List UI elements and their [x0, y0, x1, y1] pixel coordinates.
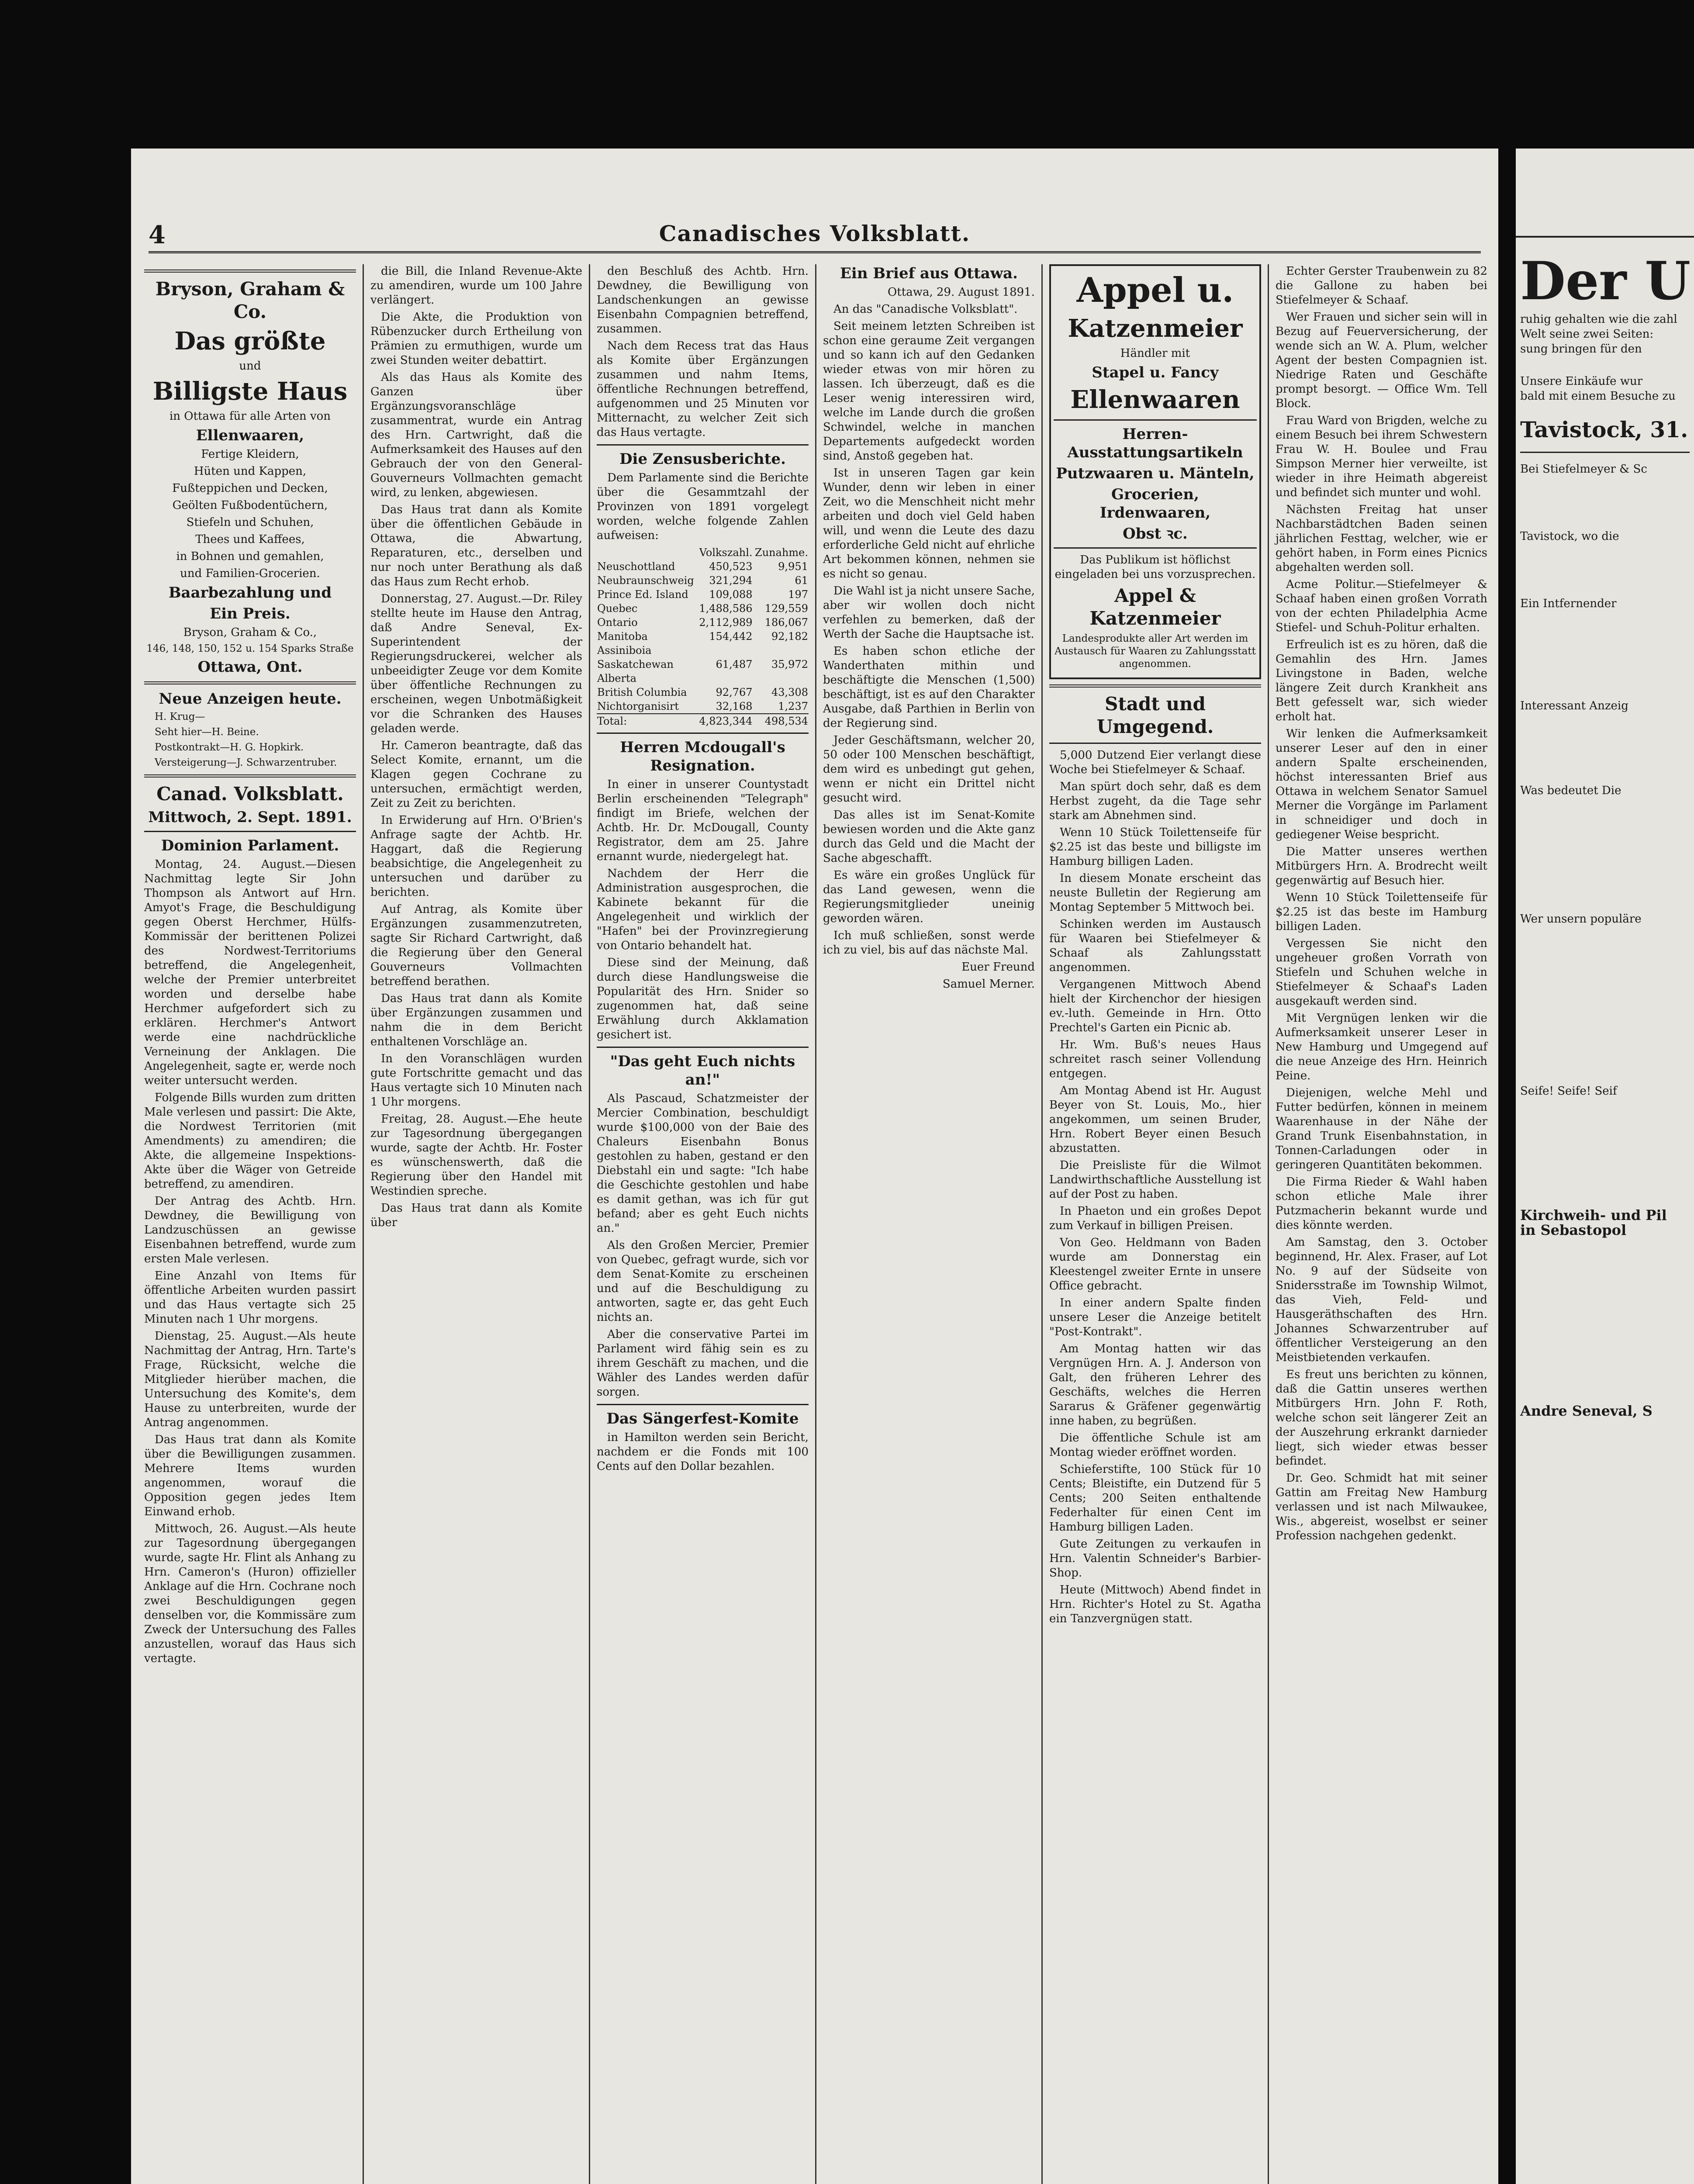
column-6 — [1271, 264, 1492, 2184]
local-news-item: Am Montag hatten wir das Vergnügen Hrn. A. J. Anderson von Galt, den früheren Lehrer des Geschäfts, welches die Herren Sararus & Gräfener gegenwärtig inne haben, zu begrüßen. — [1049, 1342, 1261, 1427]
article-paragraph: den Beschluß des Achtb. Hrn. Dewdney, die Bewilligung von Landschenkungen an gewisse Eisenbahn Compagnien betreffend, zusammen. — [597, 265, 809, 335]
ad-city: Ottawa, Ont. — [197, 658, 303, 676]
local-news-item: In diesem Monate erscheint das neuste Bulletin der Regierung am Montag September 5 Mittwoch bei. — [1049, 872, 1261, 914]
article-paragraph: Nach dem Recess trat das Haus als Komite über Ergänzungen zusammen und nahm Items, öffentliche Rechnungen betreffend, aufgenommen und 25 Minuten vor Mitternacht, zu welcher Zeit sich das Haus vertagte. — [597, 339, 809, 439]
adjacent-item: Wer unsern populäre — [1520, 912, 1642, 926]
new-ads-heading: Neue Anzeigen heute. — [159, 690, 342, 708]
local-news-item: Die öffentliche Schule ist am Montag wieder eröffnet worden. — [1049, 1431, 1261, 1459]
adjacent-line: bald mit einem Besuche zu — [1520, 390, 1676, 403]
ad-line: Grocerien, Irdenwaaren, — [1099, 486, 1211, 522]
article-heading: Herren Mcdougall's Resignation. — [620, 739, 785, 774]
ad-line: Thees und Kaffees, — [195, 533, 305, 546]
article-paragraph: Jeder Geschäftsmann, welcher 20, 50 oder 100 Menschen beschäftigt, dem wird es unbedingt gut gehen, wenn er nicht ein Drittel nicht gesucht wird. — [823, 734, 1035, 805]
adjacent-item: Tavistock, wo die — [1520, 530, 1619, 543]
local-news-item: 5,000 Dutzend Eier verlangt diese Woche bei Stiefelmeyer & Schaaf. — [1049, 749, 1261, 776]
local-news-item: Heute (Mittwoch) Abend findet in Hrn. Richter's Hotel zu St. Agatha ein Tanzvergnügen statt. — [1049, 1583, 1261, 1625]
article-paragraph: Es haben schon etliche der Wanderthaten mithin und beschäftigte die Menschen (1,500) beschäftigt, ist es auf den Charakter Ausgabe, daß Parthien in Berlin von der Regierung sind. — [823, 645, 1035, 730]
article-paragraph: Auf Antrag, als Komite über Ergänzungen zusammenzutreten, sagte Sir Richard Cartwright, daß die Regierung über den General Gouverneurs Vollmachten betreffend berathen. — [370, 903, 582, 988]
local-news-item: Diejenigen, welche Mehl und Futter bedürfen, können in meinem Waarenhause in der Nähe der Grand Trunk Eisenbahnstation, in Tonnen-Carladungen oder in geringeren Quantitäten bekommen. — [1276, 1086, 1487, 1171]
census-col-header: Volkszahl. — [699, 546, 753, 559]
column-rule — [589, 264, 590, 2184]
article-paragraph: Die Wahl ist ja nicht unsere Sache, aber wir wollen doch nicht verfehlen zu bemerken, daß der Werth der Sache die Hauptsache ist. — [823, 584, 1035, 641]
adjacent-item: Was bedeutet Die — [1520, 784, 1621, 797]
ad-line: Stapel u. Fancy — [1092, 364, 1219, 381]
local-news-item: Wer Frauen und sicher sein will in Bezug auf Feuerversicherung, der wende sich an W. A. Plum, welcher Agent der besten Compagnien ist. Niedrige Raten und Geschäfte prompt besorgt. — Office Wm. Tell Block. — [1276, 311, 1487, 410]
local-news-item: Von Geo. Heldmann von Baden wurde am Donnerstag ein Kleestengel zweiter Ernte in unsere Office gebracht. — [1049, 1236, 1261, 1292]
census-table — [597, 546, 809, 728]
ad-signature: Appel & Katzenmeier — [1089, 585, 1221, 629]
paper-name: Canad. Volksblatt. — [156, 783, 344, 805]
local-news-item: Schinken werden im Austausch für Waaren bei Stiefelmeyer & Schaaf als Zahlungsstatt angenommen. — [1049, 918, 1261, 974]
article-paragraph: Hr. Cameron beantragte, daß das Select Komite, ernannt, um die Klagen gegen Cochrane zu untersuchen, ermächtigt werden, Zeit zu Zeit zu berichten. — [370, 739, 582, 810]
article-paragraph: Das Haus trat dann als Komite über Ergänzungen zusammen und nahm die in dem Bericht enthaltenen Vorschläge an. — [370, 992, 582, 1048]
ad-firm-name: Bryson, Graham & Co. — [155, 278, 345, 322]
article-paragraph: Diese sind der Meinung, daß durch diese Handlungsweise die Popularität des Hrn. Snider so zugenommen hat, daß seine Erwählung durch Akklamation gesichert ist. — [597, 956, 809, 1041]
ad-line: Herren-Ausstattungsartikeln — [1067, 425, 1243, 461]
local-news-item: Dr. Geo. Schmidt hat mit seiner Gattin am Freitag New Hamburg verlassen und ist nach Milwaukee, Wis., abgereist, woselbst er seiner Profession nachgehen gedenkt. — [1276, 1472, 1487, 1542]
ad-title: Appel u. — [1076, 270, 1234, 310]
local-news-item: Wenn 10 Stück Toilettenseife für $2.25 ist das beste im Hamburg billigen Laden. — [1276, 891, 1487, 933]
ad-line: in Bohnen und gemahlen, — [176, 550, 324, 563]
page-number: 4 — [149, 221, 166, 249]
article-paragraph: Seit meinem letzten Schreiben ist schon eine geraume Zeit vergangen und so kann ich auf den Gedanken wieder etwas von mir hören zu lassen. Ich überzeugt, daß es die Leser wenig interessiren wird, welche im Lande durch die großen Schwindel, welche in manchen Departements aufgedeckt worden sind, Anstoß gegeben hat. — [823, 320, 1035, 463]
article-paragraph: Als den Großen Mercier, Premier von Quebec, gefragt wurde, sich vor dem Senat-Komite zu erscheinen und auf die Beschuldigung zu antworten, sagte er, das geht Euch nichts an. — [597, 1239, 809, 1324]
local-news-item: Frau Ward von Brigden, welche zu einem Besuch bei ihrem Schwestern Frau W. H. Boulee und Frau Simpson Merner hier verweilte, ist wieder in ihre Heimath abgereist und befindet sich munter und wohl. — [1276, 414, 1487, 499]
ad-line: in Ottawa für alle Arten von — [169, 410, 331, 423]
table-row: Neubraunschweig 321,294 61 — [597, 574, 808, 587]
article-paragraph: Aber die conservative Partei im Parlament wird fähig sein es zu ihrem Geschäft zu machen, und die Wähler des Landes werden dafür sorgen. — [597, 1328, 809, 1399]
section-heading: Stadt und Umgegend. — [1096, 693, 1214, 737]
local-news-item: Am Samstag, den 3. October beginnend, Hr. Alex. Fraser, auf Lot No. 9 auf der Südseite von Snidersstraße im Township Wilmot, das Vieh, Feld- und Hausgeräthschaften des Hrn. Johannes Schwarzentruber auf öffentlicher Versteigerung an den Meistbietenden verkaufen. — [1276, 1236, 1487, 1364]
new-ad-entry: Versteigerung—J. Schwarzentruber. — [155, 757, 337, 768]
article-paragraph: In den Voranschlägen wurden gute Fortschritte gemacht und das Haus vertagte sich 10 Minuten nach 1 Uhr morgens. — [370, 1052, 582, 1109]
table-row: Assiniboia — [597, 644, 652, 657]
adjacent-ad — [1516, 251, 1694, 1418]
ad-title: Katzenmeier — [1068, 314, 1243, 343]
local-news-item: Wir lenken die Aufmerksamkeit unserer Leser auf den in einer andern Spalte erscheinenden, höchst interessanten Brief aus Ottawa in welchem Senator Samuel Merner die Vorgänge im Parlament in schneidiger und doch in gediegener Weise bespricht. — [1276, 727, 1487, 841]
ad-line: Baarbezahlung und — [168, 584, 332, 601]
article-paragraph: Das Haus trat dann als Komite über die öffentlichen Gebäude in Ottawa, die Abwartung, Reparaturen, etc., derselben und nur noch unter Berathung als daß das Haus zum Recht erhob. — [370, 503, 582, 588]
section-heading: Dominion Parlament. — [161, 837, 339, 854]
article-paragraph: Der Antrag des Achtb. Hrn. Dewdney, die Bewilligung von Landzuschüssen an gewisse Eisenbahnen betreffend, wurde zum ersten Male verlesen. — [144, 1195, 356, 1265]
ad-line: Das Publikum ist höflichst eingeladen bei uns vorzusprechen. — [1054, 553, 1256, 581]
table-row: Neuschottland 450,523 9,951 — [597, 560, 808, 573]
article-paragraph: Ich muß schließen, sonst werde ich zu viel, bis auf das nächste Mal. — [823, 929, 1035, 957]
column-rule — [1041, 264, 1043, 2184]
table-total-row: Total: 4,823,344 498,534 — [597, 714, 809, 728]
article-paragraph: in Hamilton werden sein Bericht, nachdem er die Fonds mit 100 Cents auf den Dollar bezahlen. — [597, 1431, 809, 1473]
local-news-item: Acme Politur.—Stiefelmeyer & Schaaf haben einen großen Vorrath von der echten Philadelphia Acme Stiefel- und Schuh-Politur erhalten. — [1276, 578, 1487, 634]
adjacent-item: Ein Intfernender — [1520, 597, 1617, 610]
ad-footnote: Landesprodukte aller Art werden im Austausch für Waaren zu Zahlungsstatt angenommen. — [1054, 633, 1256, 670]
local-news-item: Schieferstifte, 100 Stück für 10 Cents; Bleistifte, ein Dutzend für 5 Cents; 200 Seiten enthaltende Federhalter für einen Cent im Hamburg billigen Laden. — [1049, 1463, 1261, 1534]
local-news-item: Wenn 10 Stück Toilettenseife für $2.25 ist das beste und billigste im Hamburg billigen Laden. — [1049, 826, 1261, 868]
new-ad-entry: Seht hier—H. Beine. — [155, 726, 259, 738]
column-rule — [1268, 264, 1269, 2184]
page-header — [149, 221, 1481, 253]
article-paragraph: Das Haus trat dann als Komite über die Bewilligungen zusammen. Mehrere Items wurden angenommen, worauf die Opposition gegen jedes Item Einwand erhob. — [144, 1433, 356, 1518]
table-row: Nichtorganisirt 32,168 1,237 — [597, 700, 808, 712]
letter-dateline: Ottawa, 29. August 1891. — [887, 286, 1035, 299]
local-news-item: Die Matter unseres werthen Mitbürgers Hrn. A. Brodrecht weilt gegenwärtig auf Besuch hier. — [1276, 845, 1487, 887]
local-news-item: Erfreulich ist es zu hören, daß die Gemahlin des Hrn. James Livingstone in Baden, welche längere Zeit durch Krankheit ans Bett gefesselt war, sich wieder erholt hat. — [1276, 638, 1487, 723]
article-paragraph: die Bill, die Inland Revenue-Akte zu amendiren, wurde um 100 Jahre verlängert. — [370, 265, 582, 307]
article-paragraph: Donnerstag, 27. August.—Dr. Riley stellte heute im Hause den Antrag, daß Andre Seneval, Ex-Superintendent der Regierungsdruckerei, welcher als unbeeidigter Zeuge vor dem Komite über öffentliche Rechnungen zu erscheinen, wegen Unbotmäßigkeit vor die Schranken des Hauses geladen werde. — [370, 592, 582, 735]
column-rule — [815, 264, 816, 2184]
article-paragraph: Es wäre ein großes Unglück für das Land gewesen, wenn die Regierungsmitglieder uneinig geworden wären. — [823, 869, 1035, 925]
masthead: Canadisches Volksblatt. — [659, 221, 971, 246]
adjacent-line: Unsere Einkäufe wur — [1520, 375, 1643, 388]
local-news-item: Die Preisliste für die Wilmot Landwirthschaftliche Ausstellung ist auf der Post zu haben. — [1049, 1159, 1261, 1201]
issue-date: Mittwoch, 2. Sept. 1891. — [148, 809, 352, 826]
ad-line: Bryson, Graham & Co., — [183, 626, 317, 639]
article-paragraph: Als Pascaud, Schatzmeister der Mercier Combination, beschuldigt wurde $100,000 von der Baie des Chaleurs Eisenbahn Bonus gestohlen zu haben, gestand er den Diebstahl ein und sagte: "Ich habe die Geschichte gestohlen und habe es damit gethan, was ich für gut befand; aber es geht Euch nichts an." — [597, 1092, 809, 1235]
ad-line: Putzwaaren u. Mänteln, — [1056, 465, 1255, 482]
new-ad-entry: H. Krug— — [155, 711, 205, 722]
table-row: Manitoba 154,442 92,182 — [597, 630, 808, 643]
newspaper-page — [131, 149, 1498, 2184]
letter-salutation: An das "Canadische Volksblatt". — [833, 303, 1018, 316]
article-paragraph: Ist in unseren Tagen gar kein Wunder, denn wir leben in einer Zeit, wo die Menschheit nicht mehr arbeiten und doch viel Geld haben will, und wenn die Leute des dazu erforderliche Geld nicht auf ehrliche Art bekommen können, nehmen sie es nicht so genau. — [823, 467, 1035, 581]
local-news-item: In Phaeton und ein großes Depot zum Verkauf in billigen Preisen. — [1049, 1205, 1261, 1232]
table-row: Quebec 1,488,586 129,559 — [597, 602, 808, 615]
article-paragraph: Folgende Bills wurden zum dritten Male verlesen und passirt: Die Akte, die Nordwest Territorien (mit Amendments) zu amendiren; die Akte, die allgemeine Inspektions-Akte über die Wäger von Getreide betreffend, zu amendiren. — [144, 1091, 356, 1191]
adjacent-item: Kirchweih- und Pil — [1520, 1207, 1667, 1223]
adjacent-line: sung bringen für den — [1520, 342, 1642, 356]
ad-box — [1049, 264, 1261, 679]
ad-line: Hüten und Kappen, — [194, 465, 307, 478]
article-heading: Das Sängerfest-Komite — [606, 1410, 799, 1427]
ad-line: Billigste Haus — [152, 377, 348, 406]
ad-line: Ellenwaaren — [1070, 385, 1240, 414]
adjacent-item: in Sebastopol — [1520, 1222, 1627, 1238]
article-paragraph: Das Haus trat dann als Komite über — [370, 1202, 582, 1229]
column-4 — [819, 264, 1039, 2184]
column-rule — [363, 264, 364, 2184]
column-3 — [592, 264, 813, 2184]
ad-line: Obst ꝛc. — [1123, 525, 1188, 543]
column-5 — [1045, 264, 1265, 2184]
table-row: Saskatchewan 61,487 35,972 — [597, 658, 808, 670]
new-ad-entry: Postkontrakt—H. G. Hopkirk. — [155, 742, 304, 753]
ad-line: und — [239, 359, 261, 373]
article-heading: "Das geht Euch nichts an!" — [610, 1053, 795, 1089]
article-paragraph: Montag, 24. August.—Diesen Nachmittag legte Sir John Thompson als Antwort auf Hrn. Amyot's Frage, die Beschuldigung gegen Oberst Herchmer, Hülfs-Kommissär der berittenen Polizei des Nordwest-Territoriums betreffend, die Angelegenheit, welche der Premier unterbreitet worden und derselbe habe Herchmer aufgefordert sich zu erklären. Herchmer's Antwort werde eine nachdrückliche Verneinung der Anklagen. Die Angelegenheit, sagte er, werde noch weiter untersucht werden. — [144, 858, 356, 1087]
census-col-header: Zunahme. — [755, 546, 808, 559]
article-paragraph: Dienstag, 25. August.—Als heute Nachmittag der Antrag, Hrn. Tarte's Frage, Rücksicht, welche die Mitglieder hierüber machen, die Untersuchung des Komite's, dem Hause zu unterbreiten, wurde der Antrag angenommen. — [144, 1330, 356, 1429]
article-paragraph: Freitag, 28. August.—Ehe heute zur Tagesordnung übergegangen wurde, sagte der Achtb. Hr. Foster es wünschenswerth, daß die Regierung über den Handel mit Westindien spreche. — [370, 1113, 582, 1198]
local-news-item: Am Montag Abend ist Hr. August Beyer von St. Louis, Mo., hier angekommen, um seinen Bruder, Hrn. Robert Beyer einen Besuch abzustatten. — [1049, 1084, 1261, 1155]
article-heading: Ein Brief aus Ottawa. — [840, 265, 1018, 282]
ad-line: Stiefeln und Schuhen, — [186, 516, 314, 529]
article-paragraph: Eine Anzahl von Items für öffentliche Arbeiten wurden passirt und das Haus vertagte sich 25 Minuten nach 1 Uhr morgens. — [144, 1269, 356, 1326]
column-1 — [140, 264, 360, 2184]
local-news-item: Die Firma Rieder & Wahl haben schon etliche Male ihrer Putzmacherin bekannt wurde und dies könnte werden. — [1276, 1175, 1487, 1232]
table-row: Ontario 2,112,989 186,067 — [597, 616, 808, 629]
local-news-item: Echter Gerster Traubenwein zu 82 die Gallone zu haben bei Stiefelmeyer & Schaaf. — [1276, 265, 1487, 307]
letter-closing: Euer Freund — [961, 961, 1035, 974]
local-news-item: Vergangenen Mittwoch Abend hielt der Kirchenchor der hiesigen ev.-luth. Gemeinde in Hrn. Otto Prechtel's Garten ein Picnic ab. — [1049, 978, 1261, 1034]
article-paragraph: In Erwiderung auf Hrn. O'Brien's Anfrage sagte der Achtb. Hr. Haggart, daß die Regierung beabsichtige, die Angelegenheit zu untersuchen und darüber zu berichten. — [370, 814, 582, 899]
ad-address: 146, 148, 150, 152 u. 154 Sparks Straße — [146, 643, 354, 654]
local-news-item: Gute Zeitungen zu verkaufen in Hrn. Valentin Schneider's Barbier-Shop. — [1049, 1538, 1261, 1579]
ad-line: Fertige Kleidern, — [201, 448, 299, 461]
article-paragraph: Als das Haus als Komite des Ganzen über Ergänzungsvoranschläge zusammentrat, wurde ein Antrag des Hrn. Cartwright, daß die Aufmerksamkeit des Hauses auf den Gebrauch der von den General-Gouverneurs Vollmachten gemacht wird, zu lenken, abgewiesen. — [370, 371, 582, 499]
ad-line: Ein Preis. — [210, 605, 290, 622]
local-news-item: Es freut uns berichten zu können, daß die Gattin unseres werthen Mitbürgers Hrn. John F. Roth, welche schon seit längerer Zeit an der Auszehrung erkrankt darnieder liegt, sich wieder etwas besser befindet. — [1276, 1368, 1487, 1468]
ad-line: und Familien-Grocerien. — [180, 567, 320, 580]
census-heading: Die Zensusberichte. — [619, 450, 786, 468]
article-paragraph: Das alles ist im Senat-Komite bewiesen worden und die Akte ganz durch das Geld und die Macht der Sache abgeschafft. — [823, 809, 1035, 865]
ad-line: Das größte — [174, 327, 326, 356]
article-paragraph: Die Akte, die Produktion von Rübenzucker durch Ertheilung von Prämien zu ermuthigen, wurde um zwei Stunden weiter debattirt. — [370, 311, 582, 367]
local-news-item: Nächsten Freitag hat unser Nachbarstädtchen Baden seinen jährlichen Festtag, welcher, wie er gehört haben, in Form eines Picnics abgehalten werden soll. — [1276, 503, 1487, 574]
table-row: Prince Ed. Island 109,088 197 — [597, 588, 808, 601]
table-row: Alberta — [597, 672, 636, 684]
letter-signature: Samuel Merner. — [942, 978, 1035, 991]
adjacent-page — [1516, 149, 1694, 2184]
article-paragraph: In einer in unserer Countystadt Berlin erscheinenden "Telegraph" findigt im Briefe, welchen der Achtb. Hr. Dr. McDougall, County Registrator, dem am 25. Jahre ernannt wurde, niedergelegt hat. — [597, 778, 809, 863]
table-row: British Columbia 92,767 43,308 — [597, 686, 808, 698]
ad-line: Ellenwaaren, — [196, 427, 304, 444]
adjacent-item: Seife! Seife! Seif — [1520, 1085, 1617, 1098]
local-news-item: Mit Vergnügen lenken wir die Aufmerksamkeit unserer Leser in New Hamburg und Umgegend auf die neue Anzeige des Hrn. Heinrich Peine. — [1276, 1012, 1487, 1082]
column-2 — [366, 264, 587, 2184]
ad-line: Geölten Fußbodentüchern, — [172, 499, 328, 512]
local-news-item: In einer andern Spalte finden unsere Leser die Anzeige betitelt "Post-Kontrakt". — [1049, 1296, 1261, 1338]
census-intro: Dem Parlamente sind die Berichte über die Gesammtzahl der Provinzen von 1891 vorgelegt worden, welche folgende Zahlen aufweisen: — [597, 471, 809, 542]
adjacent-item: Interessant Anzeig — [1520, 699, 1628, 712]
ad-line: Händler mit — [1120, 347, 1190, 360]
article-paragraph: Mittwoch, 26. August.—Als heute zur Tagesordnung übergegangen wurde, sagte Hr. Flint als Anhang zu Hrn. Cameron's (Huron) offizieller Anklage auf die Hrn. Cochrane noch zwei Beschuldigungen gegen denselben vor, die Kommissäre zum Zweck der Untersuchung des Falles anzustellen, worauf das Haus sich vertagte. — [144, 1522, 356, 1665]
article-paragraph: Nachdem der Herr die Administration ausgesprochen, die Kabinete bekannt für die Angelegenheit und wirklich der "Hafen" bei der Provinzregierung von Ontario behandelt hat. — [597, 867, 809, 952]
adjacent-headline: Der U — [1520, 250, 1691, 312]
local-news-item: Hr. Wm. Buß's neues Haus schreitet rasch seiner Vollendung entgegen. — [1049, 1038, 1261, 1080]
adjacent-line: Tavistock, 31. — [1520, 417, 1688, 442]
adjacent-item: Andre Seneval, S — [1520, 1403, 1653, 1419]
local-news-item: Vergessen Sie nicht den ungeheuer großen Vorrath von Stiefeln und Schuhen welche in Stiefelmeyer & Schaaf's Laden ausgekauft werden sind. — [1276, 937, 1487, 1008]
adjacent-line: ruhig gehalten wie die zahl — [1520, 313, 1677, 326]
adjacent-line: Welt seine zwei Seiten: — [1520, 328, 1654, 341]
adjacent-item: Bei Stiefelmeyer & Sc — [1520, 463, 1647, 476]
local-news-item: Man spürt doch sehr, daß es dem Herbst zugeht, da die Tage sehr stark am Abnehmen sind. — [1049, 780, 1261, 822]
ad-line: Fußteppichen und Decken, — [172, 482, 328, 495]
